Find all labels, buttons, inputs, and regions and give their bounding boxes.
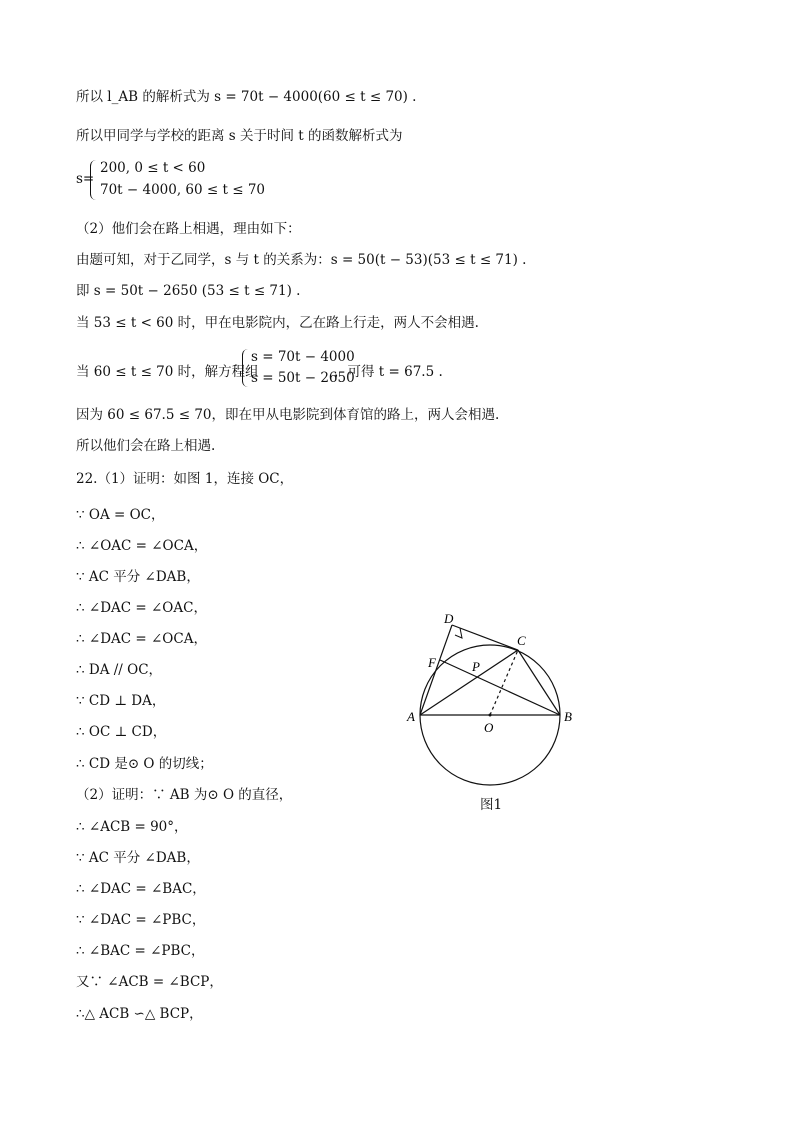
label-c: C: [517, 633, 526, 648]
q22-line: ∴ ∠BAC = ∠PBC，: [76, 943, 205, 959]
q22-line: ∴ ∠DAC = ∠OAC，: [76, 600, 207, 616]
q22-line: （2）证明：∵ AB 为⊙ O 的直径，: [76, 787, 293, 803]
q22-line: ∴ CD 是⊙ O 的切线；: [76, 756, 213, 772]
system-row-1: s = 70t − 4000: [251, 349, 355, 365]
part2-line-2: 由题可知，对于乙同学，s 与 t 的关系为：s = 50(t − 53)(53 ≤ t ≤ 71) .: [76, 252, 527, 268]
piecewise-row-2: 70t − 4000, 60 ≤ t ≤ 70: [100, 182, 266, 198]
after-system-line-2: 所以他们会在路上相遇.: [76, 438, 216, 454]
q22-line: ∵ AC 平分 ∠DAB，: [76, 569, 200, 585]
text-line-1: 所以 l_AB 的解析式为 s = 70t − 4000(60 ≤ t ≤ 70) .: [76, 89, 417, 105]
system-prefix: 当 60 ≤ t ≤ 70 时，解方程组: [76, 364, 259, 380]
q22-line: ∴ ∠ACB = 90°，: [76, 819, 188, 835]
q22-line: 22.（1）证明：如图 1，连接 OC，: [76, 471, 294, 487]
label-d: D: [444, 611, 454, 626]
label-o: O: [484, 720, 494, 735]
system-row-2: s = 50t − 2650: [251, 370, 355, 386]
q22-line: ∴ OC ⊥ CD，: [76, 724, 167, 740]
left-brace: [242, 349, 250, 387]
q22-line: ∴ DA // OC，: [76, 662, 163, 678]
q22-line: ∴ ∠DAC = ∠BAC，: [76, 881, 206, 897]
q22-line: ∵ CD ⊥ DA，: [76, 693, 166, 709]
q22-line: ∴ ∠DAC = ∠OCA，: [76, 631, 207, 647]
label-p: P: [472, 659, 480, 674]
figure-caption: 图1: [480, 797, 503, 813]
piecewise-lhs: s=: [76, 171, 95, 187]
q22-line: 又∵ ∠ACB = ∠BCP，: [76, 974, 223, 990]
part2-line-1: （2）他们会在路上相遇，理由如下：: [76, 221, 301, 237]
part2-line-3: 即 s = 50t − 2650 (53 ≤ t ≤ 71) .: [76, 283, 301, 299]
label-b: B: [564, 709, 572, 724]
segment-ad: [420, 625, 452, 715]
text-line-2: 所以甲同学与学校的距离 s 关于时间 t 的函数解析式为: [76, 128, 403, 144]
label-a: A: [407, 709, 415, 724]
q22-line: ∴△ ACB ∽△ BCP，: [76, 1006, 203, 1022]
system-suffix: ，可得 t = 67.5 .: [334, 364, 443, 380]
point-o: [489, 714, 492, 717]
right-angle-mark: [455, 628, 462, 638]
left-brace: [90, 160, 99, 200]
geometry-figure: [400, 605, 590, 795]
part2-line-4: 当 53 ≤ t < 60 时，甲在电影院内，乙在路上行走，两人不会相遇.: [76, 315, 479, 331]
label-f: F: [428, 655, 436, 670]
q22-line: ∵ OA = OC，: [76, 507, 165, 523]
q22-line: ∵ ∠DAC = ∠PBC，: [76, 912, 206, 928]
q22-line: ∵ AC 平分 ∠DAB，: [76, 850, 200, 866]
after-system-line-1: 因为 60 ≤ 67.5 ≤ 70，即在甲从电影院到体育馆的路上，两人会相遇.: [76, 407, 500, 423]
q22-line: ∴ ∠OAC = ∠OCA，: [76, 538, 208, 554]
piecewise-row-1: 200, 0 ≤ t < 60: [100, 160, 206, 176]
